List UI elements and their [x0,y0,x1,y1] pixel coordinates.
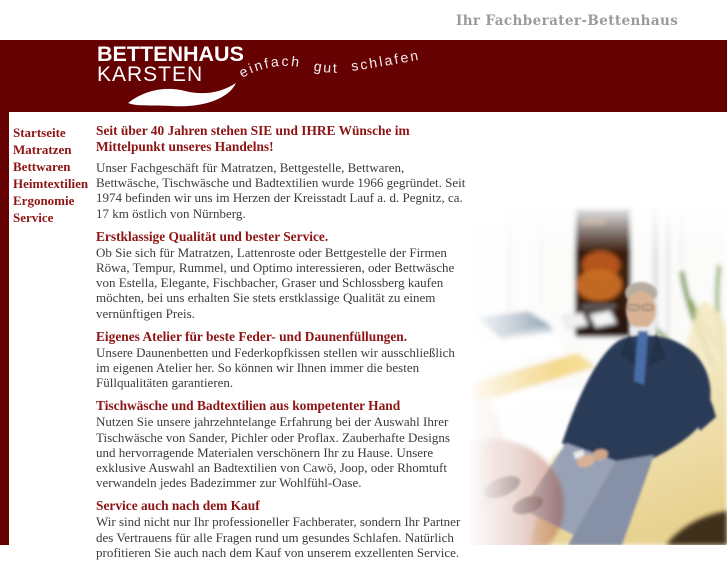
sidebar-item-heimtextilien[interactable]: Heimtextilien [13,176,89,191]
sidebar-nav [13,124,93,226]
section-heading: Seit über 40 Jahren stehen SIE und IHRE Wünsche im Mittelpunkt unseres Handelns! [96,123,410,154]
content-section-atelier [96,329,468,391]
section-body: Unser Fachgeschäft für Matratzen, Bettgestelle, Bettwaren, Bettwäsche, Tischwäsche und Badtextilien wurde 1966 gegründet. Seit 1974 befinden wir uns im Herzen der Kreisstadt Lauf a. d. Pegnitz, ca. 17 km östlich von Nürnberg. [96,160,466,221]
logo-name-line2: KARSTEN [97,63,204,86]
section-body: Ob Sie sich für Matratzen, Lattenroste oder Bettgestelle der Firmen Röwa, Tempur, Rummel, und Optimo interessieren, oder Bettwäsche von Estella, Elegante, Fischbacher, Graser und Schlossberg kaufen möchten, bei uns erhalten Sie stets erstklassige Qualität zu einem vernünftigen Preis. [96,244,455,321]
section-body: Wir sind nicht nur Ihr professioneller Fachberater, sondern Ihr Partner des Vertrauens für alle Fragen rund um gesundes Schlafen. Natürlich profitieren Sie auch nach dem Kauf von unserem exzellenten Service. [96,514,461,560]
logo-wave [128,83,236,106]
section-body: Unsere Daunenbetten und Federkopfkissen stellen wir ausschließlich im eigenen Atelier her. So können wir Ihnen immer die besten Füllqualitäten garantieren. [96,344,455,391]
sidebar-item-service[interactable]: Service [13,210,54,225]
content-section-service [96,498,468,560]
logo[interactable] [0,40,727,112]
content-section-tischwaesche [96,398,468,490]
section-heading: Erstklassige Qualität und bester Service. [96,228,329,244]
sidebar-item-matratzen[interactable]: Matratzen [13,142,72,157]
sidebar-item-startseite[interactable]: Startseite [13,125,66,140]
section-body: Nutzen Sie unsere jahrzehntelange Erfahrung bei der Auswahl Ihrer Tischwäsche von Sander, Pichler oder Proflax. Zauberhafte Designs und hervorragende Materialen verschönern Ihr zu Hause. Unsere exklusive Auswahl an Badtextilien von Cawö, Joop, oder Rhomtuft verwandeln jedes Badezimmer zur Wohlfühl-Oase. [96,414,450,491]
sidebar-item-bettwaren[interactable]: Bettwaren [13,159,71,174]
tagline: Ihr Fachberater-Bettenhaus [456,13,679,29]
section-heading: Service auch nach dem Kauf [96,498,260,514]
consultant-photo [470,205,727,545]
logo-slogan: einfach gut schlafen [236,46,422,81]
content-section-qualitaet [96,229,468,321]
section-heading: Tischwäsche und Badtextilien aus kompetenter Hand [96,398,401,414]
logo-name-line1: BETTENHAUS [97,42,244,66]
content-section-intro [96,123,468,221]
header-band [0,40,727,112]
left-accent-strip [0,112,9,545]
sidebar-item-ergonomie[interactable]: Ergonomie [13,193,75,208]
section-heading: Eigenes Atelier für beste Feder- und Daunenfüllungen. [96,328,408,344]
content [96,123,468,568]
